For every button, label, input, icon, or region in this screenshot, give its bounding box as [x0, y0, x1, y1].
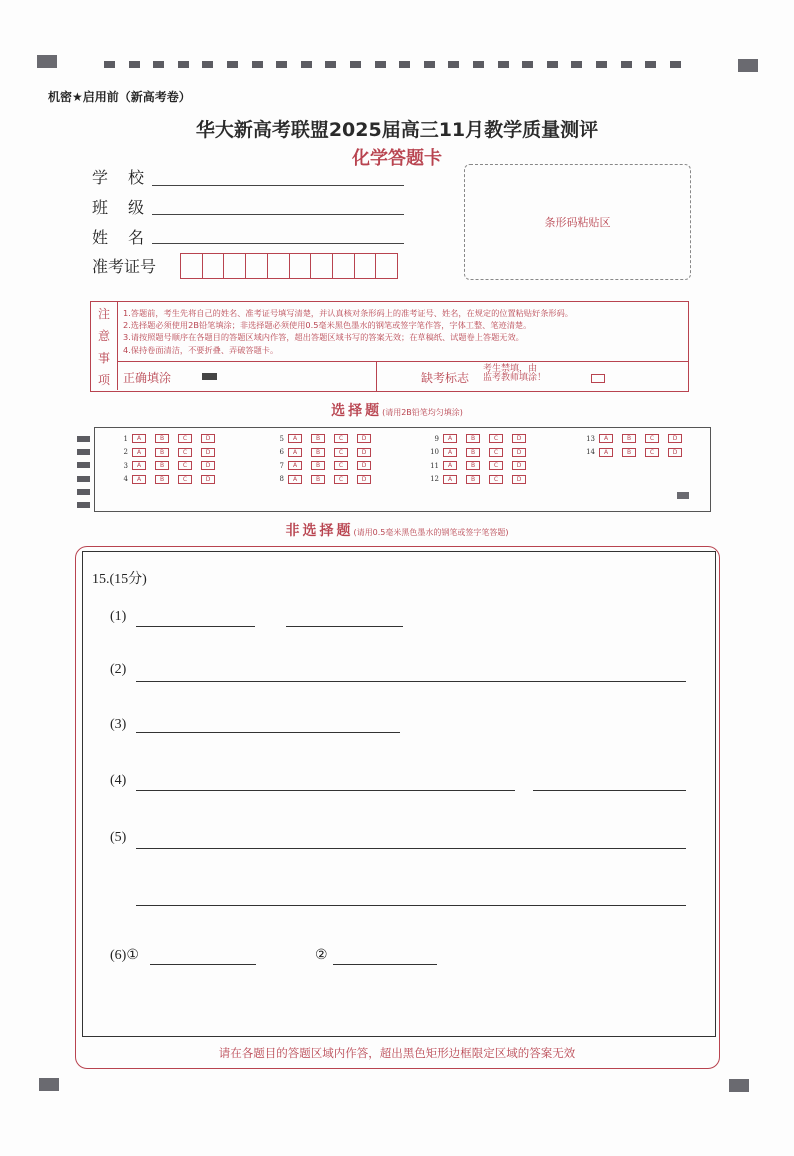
option-bubble-c[interactable]: C	[645, 448, 659, 457]
option-bubble-d[interactable]: D	[357, 475, 371, 484]
option-bubble-c[interactable]: C	[334, 434, 348, 443]
absent-checkbox[interactable]	[591, 374, 605, 383]
option-bubble-b[interactable]: B	[311, 434, 325, 443]
absent-note-line1: 考生禁填，由	[483, 364, 538, 374]
option-bubble-b[interactable]: B	[155, 434, 169, 443]
question-number: 14	[586, 448, 595, 456]
side-timing-mark	[77, 449, 90, 455]
option-bubble-a[interactable]: A	[443, 475, 457, 484]
part-1-answer-b[interactable]	[286, 625, 403, 627]
option-bubble-b[interactable]: B	[155, 461, 169, 470]
notice-side-label	[91, 302, 118, 390]
barcode-area	[464, 164, 691, 280]
correct-fill-sample	[202, 373, 217, 380]
option-bubble-a[interactable]: A	[132, 475, 146, 484]
nonchoice-section-title	[0, 520, 794, 540]
timing-dash	[448, 61, 459, 68]
option-bubble-d[interactable]: D	[201, 461, 215, 470]
nonchoice-note: (请用0.5毫米黑色墨水的钢笔或签字笔答题)	[353, 528, 509, 537]
notice-item: 4.保持卷面清洁，不要折叠、弄破答题卡。	[123, 344, 279, 355]
part-1-answer-a[interactable]	[136, 625, 255, 627]
footer-warning: 请在各题目的答题区域内作答，超出黑色矩形边框限定区域的答案无效	[218, 1046, 576, 1060]
timing-dash	[227, 61, 238, 68]
option-bubble-a[interactable]: A	[443, 461, 457, 470]
grid-corner-mark	[677, 492, 689, 499]
question-number: 6	[279, 448, 284, 456]
question-number: 13	[586, 434, 595, 443]
question-number: 8	[279, 475, 284, 483]
confidential-label: 机密★启用前（新高考卷）	[48, 90, 191, 104]
option-bubble-d[interactable]: D	[201, 475, 215, 484]
option-bubble-d[interactable]: D	[201, 448, 215, 457]
part-4-answer-a[interactable]	[136, 789, 515, 791]
choice-question	[112, 461, 224, 470]
timing-dash	[375, 61, 386, 68]
name-field[interactable]	[152, 242, 404, 244]
option-bubble-d[interactable]: D	[201, 434, 215, 443]
option-bubble-d[interactable]: D	[357, 434, 371, 443]
part-6-answer-b[interactable]	[333, 963, 437, 965]
option-bubble-b[interactable]: B	[311, 448, 325, 457]
option-bubble-c[interactable]: C	[334, 461, 348, 470]
timing-mark-bottom-left	[39, 1078, 59, 1091]
part-1-label: (1)	[110, 609, 127, 624]
option-bubble-c[interactable]: C	[489, 448, 503, 457]
school-label: 学 校	[92, 168, 147, 187]
class-label: 班 级	[92, 198, 147, 217]
option-bubble-d[interactable]: D	[512, 475, 526, 484]
timing-dash	[178, 61, 189, 68]
class-field[interactable]	[152, 213, 404, 215]
timing-dash	[522, 61, 533, 68]
option-bubble-c[interactable]: C	[178, 461, 192, 470]
choice-question	[423, 434, 535, 443]
part-6b-label: ②	[315, 948, 328, 963]
notice-items	[123, 307, 573, 356]
notice-char: 事	[97, 350, 110, 365]
notice-item: 1.答题前，考生先将自己的姓名、准考证号填写清楚，并认真核对条形码上的准考证号、姓名，在规定的位置粘贴好条形码。	[123, 308, 573, 318]
timing-dash	[153, 61, 164, 68]
question-number: 1	[123, 434, 128, 443]
option-bubble-a[interactable]: A	[443, 448, 457, 457]
timing-dash	[129, 61, 140, 68]
option-bubble-c[interactable]: C	[178, 448, 192, 457]
timing-dash	[571, 61, 582, 68]
question-number: 7	[279, 461, 284, 470]
timing-dash	[424, 61, 435, 68]
question-number: 5	[279, 434, 284, 443]
absent-note	[483, 365, 546, 383]
question-number: 12	[430, 475, 439, 483]
page-subtitle: 化学答题卡	[352, 148, 442, 169]
choice-question	[268, 461, 380, 470]
option-bubble-a[interactable]: A	[288, 434, 302, 443]
timing-dash	[325, 61, 336, 68]
choice-question	[423, 475, 535, 484]
question-number: 2	[123, 448, 128, 456]
option-bubble-c[interactable]: C	[489, 461, 503, 470]
option-bubble-a[interactable]: A	[288, 475, 302, 484]
option-bubble-c[interactable]: C	[334, 475, 348, 484]
part-3-label: (3)	[110, 717, 127, 732]
choice-question	[268, 475, 380, 484]
timing-dash	[104, 61, 115, 68]
name-label: 姓 名	[92, 228, 147, 247]
nonchoice-title-text: 非选择题	[285, 523, 354, 539]
side-timing-mark	[77, 436, 90, 442]
part-4-answer-b[interactable]	[533, 789, 686, 791]
option-bubble-d[interactable]: D	[512, 448, 526, 457]
side-timing-mark	[77, 476, 90, 482]
option-bubble-b[interactable]: B	[622, 448, 636, 457]
option-bubble-d[interactable]: D	[668, 448, 682, 457]
option-bubble-a[interactable]: A	[599, 448, 613, 457]
timing-dash	[350, 61, 361, 68]
option-bubble-c[interactable]: C	[489, 434, 503, 443]
choice-question	[268, 448, 380, 457]
timing-dash	[670, 61, 681, 68]
timing-dash	[276, 61, 287, 68]
option-bubble-d[interactable]: D	[357, 461, 371, 470]
option-bubble-b[interactable]: B	[466, 448, 480, 457]
option-bubble-c[interactable]: C	[489, 475, 503, 484]
option-bubble-d[interactable]: D	[357, 448, 371, 457]
school-field[interactable]	[152, 184, 404, 186]
option-bubble-a[interactable]: A	[288, 461, 302, 470]
option-bubble-b[interactable]: B	[311, 461, 325, 470]
option-bubble-d[interactable]: D	[668, 434, 682, 443]
notice-item: 2.选择题必须使用2B铅笔填涂；非选择题必须使用0.5毫米黑色墨水的钢笔或签字笔作答，字体工整、笔迹清楚。	[123, 320, 532, 331]
timing-dash	[645, 61, 656, 68]
part-2-answer[interactable]	[136, 680, 686, 682]
option-bubble-a[interactable]: A	[132, 461, 146, 470]
part-5-answer-line2[interactable]	[136, 904, 686, 906]
timing-mark-top-left	[37, 55, 57, 68]
timing-dash	[621, 61, 632, 68]
choice-question	[112, 448, 224, 457]
notice-item: 3.请按照题号顺序在各题目的答题区域内作答，超出答题区域书写的答案无效；在草稿纸、试题卷上答题无效。	[123, 332, 524, 343]
option-bubble-c[interactable]: C	[334, 448, 348, 457]
timing-mark-bottom-right	[729, 1079, 749, 1092]
notice-char: 项	[97, 372, 110, 387]
choice-title-text: 选择题	[331, 403, 383, 419]
option-bubble-d[interactable]: D	[512, 434, 526, 443]
option-bubble-a[interactable]: A	[288, 448, 302, 457]
part-2-label: (2)	[110, 662, 127, 677]
choice-question	[423, 448, 535, 457]
option-bubble-d[interactable]: D	[512, 461, 526, 470]
option-bubble-b[interactable]: B	[466, 461, 480, 470]
timing-dash	[202, 61, 213, 68]
choice-question	[112, 475, 224, 484]
choice-question	[112, 434, 224, 443]
option-bubble-c[interactable]: C	[178, 434, 192, 443]
timing-dash	[498, 61, 509, 68]
notice-char: 注	[97, 306, 110, 321]
timing-dash	[596, 61, 607, 68]
exam-id-label: 准考证号	[92, 257, 157, 276]
absent-mark-label: 缺考标志	[421, 371, 470, 385]
question-number: 9	[434, 434, 439, 443]
part-6-answer-a[interactable]	[150, 963, 256, 965]
side-timing-mark	[77, 462, 90, 468]
absent-note-line2: 监考教师填涂！	[483, 373, 547, 383]
timing-mark-top-right	[738, 59, 758, 72]
choice-note: (请用2B铅笔均匀填涂)	[382, 408, 463, 417]
question-number: 3	[123, 461, 128, 470]
option-bubble-a[interactable]: A	[443, 434, 457, 443]
option-bubble-c[interactable]: C	[645, 434, 659, 443]
option-bubble-b[interactable]: B	[622, 434, 636, 443]
option-bubble-a[interactable]: A	[599, 434, 613, 443]
option-bubble-b[interactable]: B	[466, 475, 480, 484]
part-5-label: (5)	[110, 830, 127, 845]
option-bubble-b[interactable]: B	[155, 448, 169, 457]
question15-title: 15.(15分)	[92, 572, 147, 587]
timing-dash	[399, 61, 410, 68]
part-6-label: (6)①	[110, 948, 139, 963]
timing-dash	[252, 61, 263, 68]
question-number: 11	[430, 461, 439, 470]
fill-example-row	[117, 361, 688, 392]
option-bubble-c[interactable]: C	[178, 475, 192, 484]
part-4-label: (4)	[110, 773, 127, 788]
timing-dash	[301, 61, 312, 68]
exam-id-boxes[interactable]	[180, 253, 398, 279]
notice-box	[90, 301, 689, 392]
timing-dash	[547, 61, 558, 68]
part-5-answer-line1[interactable]	[136, 847, 686, 849]
option-bubble-a[interactable]: A	[132, 448, 146, 457]
choice-question	[579, 448, 691, 457]
choice-question	[579, 434, 691, 443]
part-3-answer[interactable]	[136, 731, 400, 733]
choice-section-title	[0, 400, 794, 420]
question-number: 10	[430, 448, 439, 456]
correct-fill-label: 正确填涂	[123, 371, 172, 385]
option-bubble-b[interactable]: B	[311, 475, 325, 484]
option-bubble-b[interactable]: B	[155, 475, 169, 484]
choice-question	[268, 434, 380, 443]
timing-dash	[473, 61, 484, 68]
barcode-label: 条形码粘贴区	[544, 216, 611, 229]
question-number: 4	[123, 475, 128, 483]
option-bubble-b[interactable]: B	[466, 434, 480, 443]
notice-char: 意	[97, 328, 110, 343]
option-bubble-a[interactable]: A	[132, 434, 146, 443]
side-timing-mark	[77, 502, 90, 508]
page-title: 华大新高考联盟2025届高三11月教学质量测评	[195, 119, 599, 141]
side-timing-mark	[77, 489, 90, 495]
choice-question	[423, 461, 535, 470]
